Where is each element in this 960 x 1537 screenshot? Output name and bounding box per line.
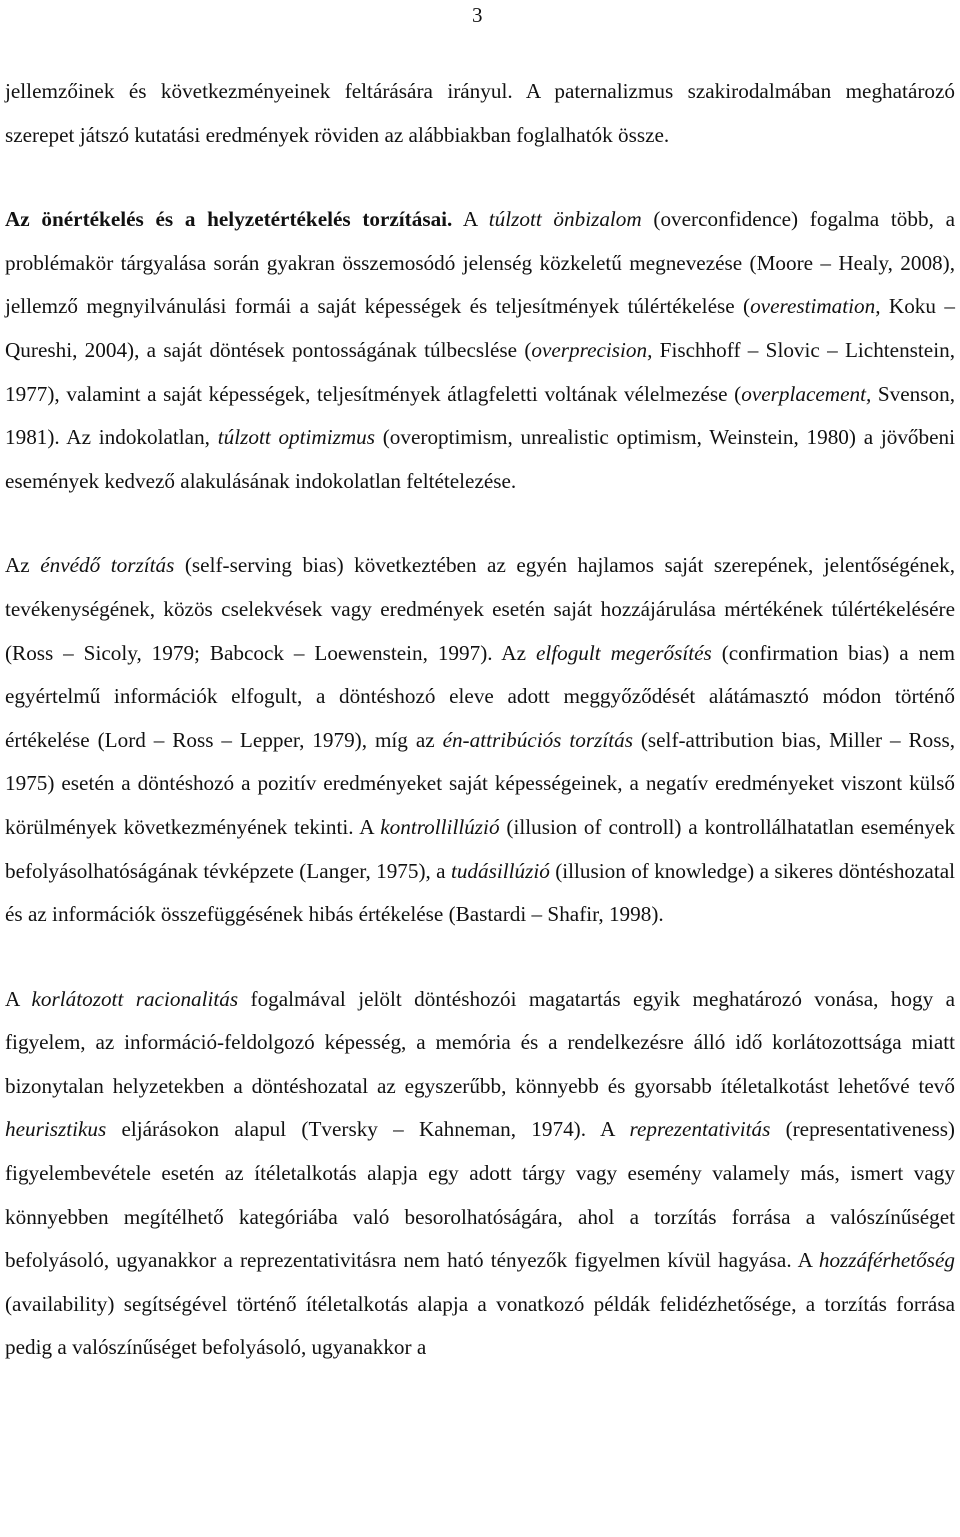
paragraph-intro <box>5 70 955 157</box>
italic-term: énvédő torzítás <box>40 553 175 578</box>
text-run: Fischhoff – Slovic – Lichtenstein, 1977), valamint a saját képességek, teljesítmények átlagfeletti voltának vélelmezése ( <box>5 337 955 406</box>
italic-term: túlzott optimizmus <box>217 425 375 450</box>
text-run: Koku – Qureshi, 2004), a saját döntések pontosságának túlbecslése ( <box>5 294 955 362</box>
italic-term: overprecision, <box>531 337 653 362</box>
italic-term: korlátozott racionalitás <box>31 986 239 1011</box>
text-run: jellemzőinek és következményeinek feltárására irányul. A paternalizmus szakirodalmában meghatározó szerepet játszó kutatási eredmények röviden az alábbiakban foglalhatók össze. <box>5 79 955 147</box>
italic-term: én-attribúciós torzítás <box>442 727 633 752</box>
text-run: eljárásokon alapul (Tversky – Kahneman, 1974). A <box>106 1117 630 1142</box>
text-run: (self-attribution bias, Miller – Ross, 1975) esetén a döntéshozó a pozitív eredményeket saját képességeinek, a negatív eredményeket viszont külső körülmények következményének tekinti. A <box>5 727 955 839</box>
text-run: (availability) segítségével történő ítéletalkotás alapja a vonatkozó példák felidézhetősége, a torzítás forrása pedig a valószínűséget befolyásoló, ugyanakkor a <box>5 1291 955 1360</box>
text-run: A <box>452 207 489 232</box>
page-number: 3 <box>472 3 483 27</box>
text-run: (illusion of knowledge) a sikeres döntéshozatal és az információk összefüggésének hibás értékelése (Bastardi – Shafir, 1998). <box>5 858 955 927</box>
text-run: (self-serving bias) következtében az egyén hajlamos saját szerepének, jelentőségének, tevékenységének, közös cselekvések vagy eredmények esetén saját hozzájárulása mértékének túlértékelésére (Ross – Sicoly, 1979; Babcock – Loewenstein, 1997). Az <box>5 553 955 665</box>
text-run: A <box>5 986 32 1011</box>
text-run: Svenson, 1981). Az indokolatlan, <box>5 381 956 450</box>
text-run: fogalmával jelölt döntéshozói magatartás egyik meghatározó vonása, hogy a figyelem, az információ-feldolgozó képesség, a memória és a rendelkezésre álló idő korlátozottsága miatt bizonytalan helyzetekben a döntéshozatal az egyszerűbb, könnyebb és gyorsabb ítéletalkotást lehetővé tevő <box>5 986 955 1098</box>
paragraph-self-serving-bias <box>5 544 955 936</box>
italic-term: tudásillúzió <box>450 858 550 883</box>
paragraph-self-assessment-biases <box>5 198 955 503</box>
italic-term: heurisztikus <box>5 1117 107 1142</box>
italic-term: elfogult megerősítés <box>535 640 712 665</box>
italic-term: hozzáférhetőség <box>818 1248 955 1273</box>
text-run: (illusion of controll) a kontrollálhatatlan események befolyásolhatóságának tévképzete (Langer, 1975), a <box>5 814 956 883</box>
text-run: (confirmation bias) a nem egyértelmű információk elfogult, a döntéshozó eleve adott meggyőződését alátámasztó módon történő értékelése (Lord – Ross – Lepper, 1979), míg az <box>5 640 955 752</box>
italic-term: túlzott önbizalom <box>488 207 642 232</box>
section-heading: Az önértékelés és a helyzetértékelés torzításai. <box>5 207 453 232</box>
text-run: (overconfidence) fogalma több, a problémakör tárgyalása során gyakran összemosódó jelenség közkeletű megnevezése (Moore – Healy, 2008), jellemző megnyilvánulási formái a saját képességek és teljesítmények túlértékelése ( <box>5 207 955 319</box>
text-run: (representativeness) figyelembevétele esetén az ítéletalkotás alapja egy adott tárgy vagy esemény valamely más, ismert vagy könnyebben megítélhető kategóriába való besorolhatóságára, ahol a torzítás forrása a valószínűséget befolyásoló, ugyanakkor a reprezentativitásra nem ható tényezők figyelmen kívül hagyása. A <box>5 1117 955 1273</box>
text-run: (overoptimism, unrealistic optimism, Weinstein, 1980) a jövőbeni események kedvező alakulásának indokolatlan feltételezése. <box>5 425 955 493</box>
text-run: Az <box>5 553 41 578</box>
document-body <box>5 70 955 1370</box>
italic-term: kontrollillúzió <box>380 814 500 839</box>
italic-term: reprezentativitás <box>629 1117 771 1142</box>
italic-term: overestimation, <box>750 294 881 319</box>
paragraph-bounded-rationality <box>5 978 955 1370</box>
italic-term: overplacement, <box>741 381 872 406</box>
